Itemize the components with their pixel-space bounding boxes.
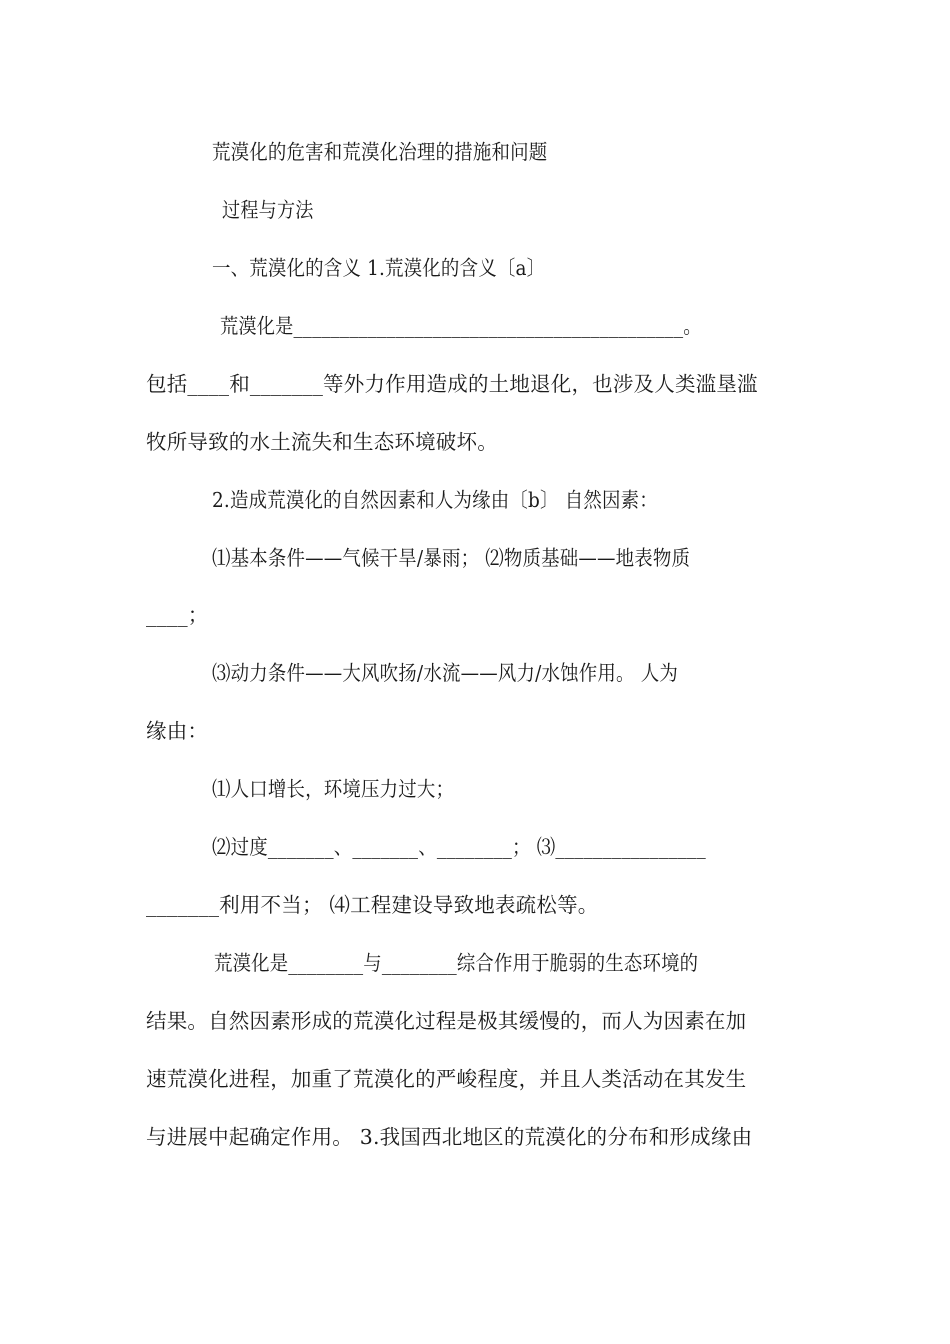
text-line: 缘由： — [146, 719, 209, 743]
section-heading: 过程与方法 — [222, 198, 314, 222]
text-line: ⑵过度_______、_______、________； ⑶________________ — [212, 835, 706, 859]
text-line: 速荒漠化进程，加重了荒漠化的严峻程度，并且人类活动在其发生 — [146, 1067, 747, 1091]
text-line: 荒漠化是________与________综合作用于脆弱的生态环境的 — [214, 951, 699, 975]
text-line: 2.造成荒漠化的自然因素和人为缘由〔b〕 自然因素： — [212, 488, 658, 512]
text-line: 牧所导致的水土流失和生态环境破坏。 — [146, 430, 498, 454]
text-line: 与进展中起确定作用。 3.我国西北地区的荒漠化的分布和形成缘由 — [146, 1125, 753, 1149]
text-line: ⑴人口增长，环境压力过大； — [212, 777, 455, 801]
text-line: 包括____和_______等外力作用造成的土地退化，也涉及人类滥垦滥 — [146, 372, 758, 396]
text-line: ⑴基本条件——气候干旱/暴雨； ⑵物质基础——地表物质 — [212, 546, 691, 570]
text-line: 一、荒漠化的含义 1.荒漠化的含义〔a〕 — [212, 256, 546, 280]
text-line: _______利用不当； ⑷工程建设导致地表疏松等。 — [146, 893, 599, 917]
doc-title: 荒漠化的危害和荒漠化治理的措施和问题 — [212, 140, 548, 164]
text-line: ____； — [146, 603, 209, 627]
text-line: ⑶动力条件——大风吹扬/水流——风力/水蚀作用。 人为 — [212, 661, 678, 685]
text-line: 荒漠化是__________________________________________。 — [220, 314, 702, 338]
text-line: 结果。自然因素形成的荒漠化过程是极其缓慢的，而人为因素在加 — [146, 1009, 747, 1033]
